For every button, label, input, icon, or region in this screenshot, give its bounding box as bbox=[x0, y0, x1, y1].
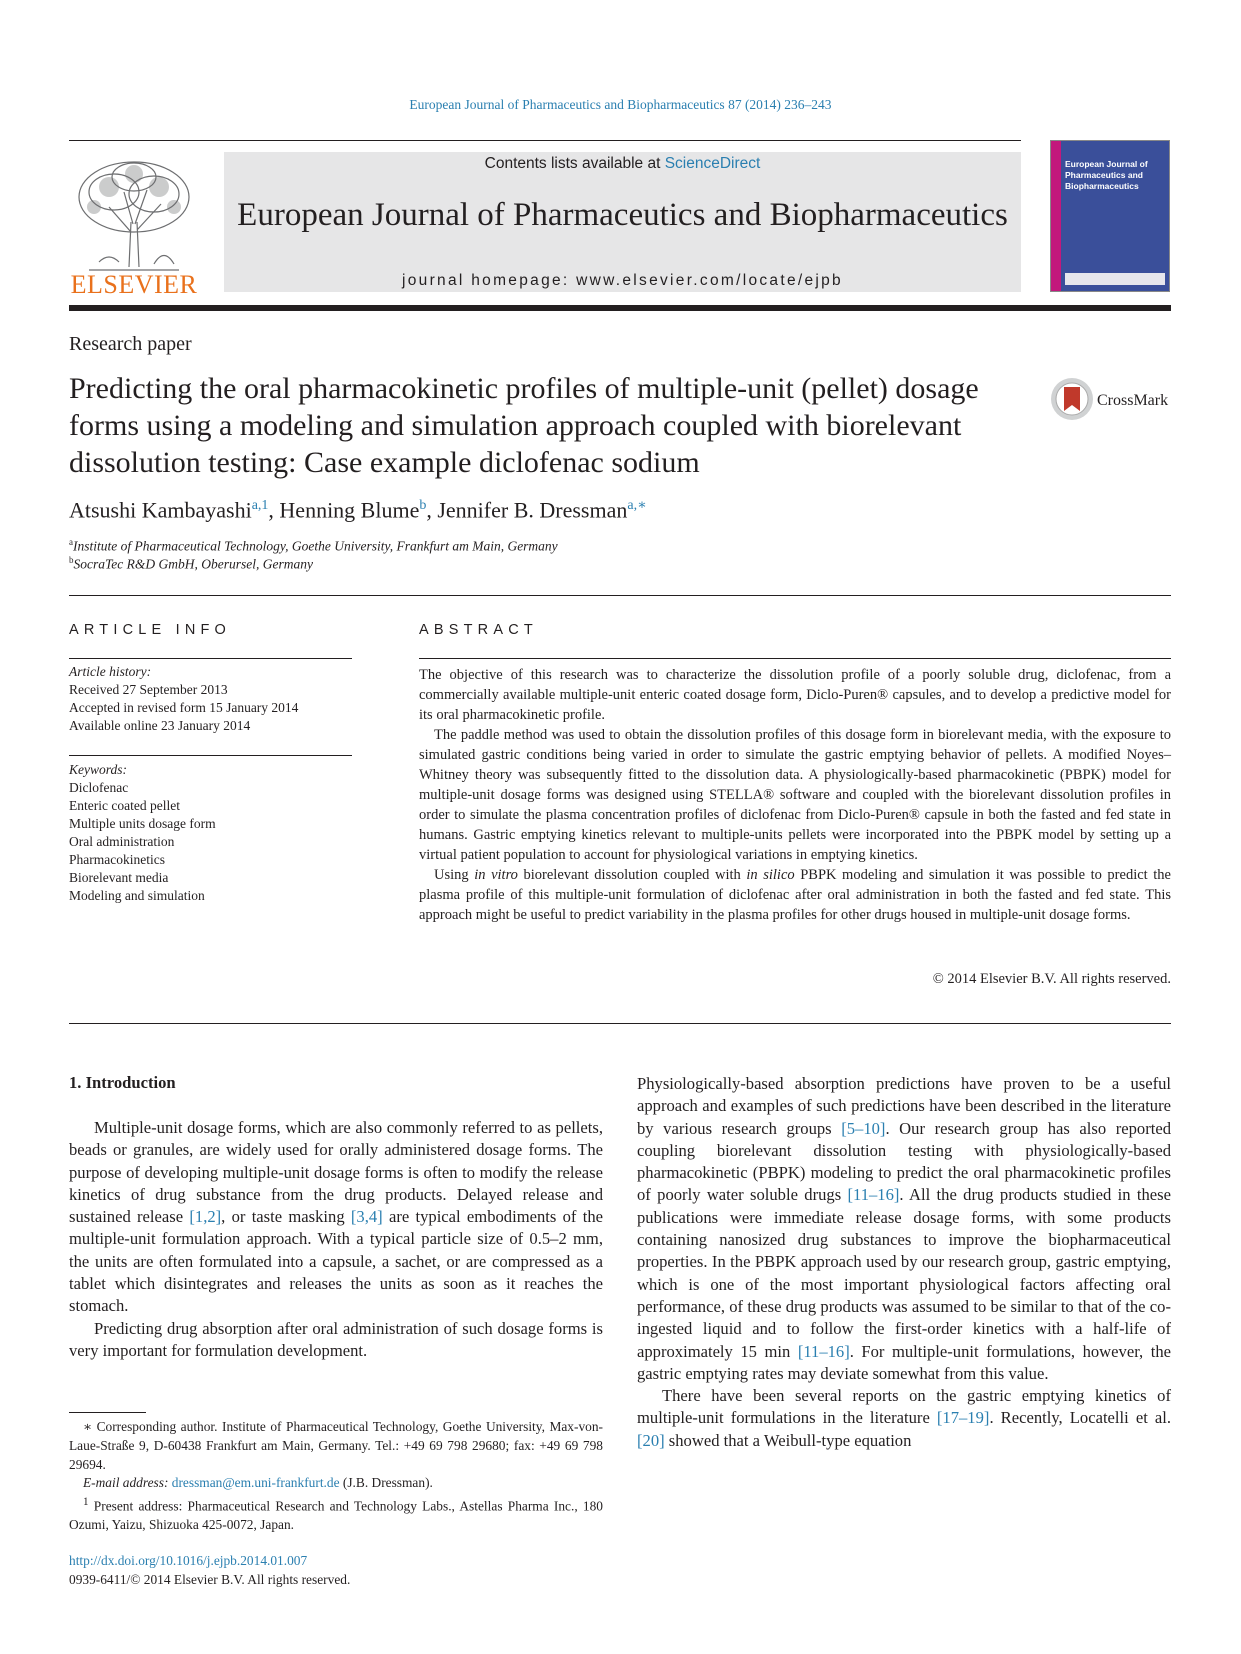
author-affiliation-mark[interactable]: a,1 bbox=[251, 498, 269, 513]
abstract-paragraph: The objective of this research was to characterize the dissolution profile of a poorly soluble drug, diclofenac, from a commercially available multiple-unit enteric coated dosage form, Diclo-Puren® capsules, and to develop a predictive model for its oral pharmacokinetic profile. bbox=[419, 667, 1171, 723]
reference-link[interactable]: [11–16] bbox=[847, 1185, 900, 1205]
text-run: Physiologically-based absorption predictions have proven to be a useful approach and examples of such predictions have been described in the literature by various research groups bbox=[637, 1074, 1171, 1138]
author-name[interactable]: Jennifer B. Dressman bbox=[437, 497, 628, 523]
keyword: Diclofenac bbox=[69, 780, 129, 795]
abstract-body bbox=[419, 665, 1171, 925]
history-item: Received 27 September 2013 bbox=[69, 682, 228, 697]
affiliation-text: SocraTec R&D GmbH, Oberursel, Germany bbox=[73, 556, 313, 572]
contents-line bbox=[224, 155, 1021, 173]
article-title: Predicting the oral pharmacokinetic profiles of multiple-unit (pellet) dosage forms using a modeling and simulation approach coupled with biorelevant dissolution testing: Case example diclofenac sodium bbox=[69, 372, 979, 479]
text-run: are typical embodiments of the multiple-unit formulation approach. With a typical particle size of 0.5–2 mm, the units are often formulated into a capsule, a sachet, or are compressed as a tablet which disintegrates and releases the units as soon as it reaches the stomach. bbox=[69, 1207, 603, 1316]
text-run: Using bbox=[434, 867, 475, 883]
footnote-mark: ∗ bbox=[83, 1419, 93, 1434]
body-column-left bbox=[69, 1117, 603, 1362]
keyword: Oral administration bbox=[69, 834, 175, 849]
cover-footer-band bbox=[1065, 273, 1165, 285]
footnote-present-address bbox=[69, 1493, 603, 1535]
journal-cover bbox=[1050, 140, 1170, 292]
keyword-list bbox=[69, 761, 352, 905]
text-run: . For multiple-unit formulations, however, the gastric emptying rates may deviate somewhat from this value. bbox=[637, 1341, 1171, 1383]
journal-name: European Journal of Pharmaceutics and Biopharmaceutics bbox=[237, 197, 1008, 233]
body-paragraph: Predicting drug absorption after oral administration of such dosage forms is very important for formulation development. bbox=[69, 1318, 603, 1360]
text-run: showed that a Weibull-type equation bbox=[664, 1430, 912, 1450]
article-history bbox=[69, 663, 352, 735]
keyword: Multiple units dosage form bbox=[69, 816, 216, 831]
body-column-right bbox=[637, 1073, 1171, 1452]
body-paragraph bbox=[637, 1073, 1171, 1385]
article-info-heading: ARTICLE INFO bbox=[69, 622, 232, 638]
header-rule bbox=[69, 140, 1021, 141]
abstract-paragraph: The paddle method was used to obtain the dissolution profiles of this dosage form in biorelevant media, with the exposure to simulated gastric conditions being varied in order to simulate the gastric emptying behavior of pellets. A modified Noyes–Whitney theory was subsequently fitted to the dissolution data. A physiologically-based pharmacokinetic (PBPK) model for multiple-unit dosage forms was designed using STELLA® software and coupled with the biorelevant dissolution profiles in order to simulate the plasma concentration profiles of diclofenac from Diclo-Puren® capsule in both the fasted and fed state in humans. Gastric emptying kinetics relevant to multiple-units pellets were incorporated into the PBPK model by setting up a virtual patient population to account for physiological variations in emptying kinetics. bbox=[419, 727, 1171, 863]
reference-link[interactable]: [11–16] bbox=[797, 1341, 850, 1361]
author-affiliation-mark[interactable]: b bbox=[419, 498, 427, 513]
footnote-rule bbox=[69, 1412, 146, 1413]
history-item: Available online 23 January 2014 bbox=[69, 718, 251, 733]
history-item: Accepted in revised form 15 January 2014 bbox=[69, 700, 299, 715]
footnotes bbox=[69, 1418, 603, 1535]
reference-link[interactable]: [1,2] bbox=[189, 1207, 222, 1227]
affiliation-mark: b bbox=[69, 555, 74, 565]
history-label: Article history: bbox=[69, 664, 152, 679]
keyword: Biorelevant media bbox=[69, 870, 169, 885]
text-run: PBPK modeling and simulation it was possible to predict the plasma profile of this multiple-unit formulation of diclofenac after oral administration in both the fasted and fed state. This approach might be useful to predict variability in the plasma profiles for other drugs housed in multiple-unit dosage forms. bbox=[419, 867, 1171, 923]
abstract-paragraph bbox=[419, 865, 1171, 925]
body-paragraph bbox=[69, 1117, 603, 1318]
crossmark-icon[interactable] bbox=[1050, 377, 1094, 421]
text-run: Multiple-unit dosage forms, which are also commonly referred to as pellets, beads or granules, are widely used for orally administered dosage forms. The purpose of developing multiple-unit dosage forms is often to modify the release kinetics of drug substance from the drug products. Delayed release and sustained release bbox=[69, 1118, 603, 1227]
keyword: Modeling and simulation bbox=[69, 888, 205, 903]
text-run-italic: in silico bbox=[746, 867, 795, 883]
author-affiliation-mark[interactable]: a,∗ bbox=[627, 498, 647, 513]
affiliation-mark: a bbox=[69, 537, 73, 547]
cover-title: European Journal of Pharmaceutics and Biopharmaceutics bbox=[1065, 159, 1148, 191]
article-type: Research paper bbox=[69, 333, 192, 355]
abstract-bottom-rule bbox=[69, 1023, 1171, 1024]
page-footer bbox=[69, 1551, 350, 1589]
crossmark-label[interactable]: CrossMark bbox=[1097, 392, 1169, 409]
reference-link[interactable]: [17–19] bbox=[936, 1408, 990, 1428]
text-run: biorelevant dissolution coupled with bbox=[517, 867, 747, 883]
email-link[interactable]: dressman@em.uni-frankfurt.de bbox=[171, 1475, 340, 1491]
author-list: Atsushi Kambayashi$^{a,1}$, Henning Blume$^b$, Jennifer B. Dressman$^{a,∗}$ bbox=[69, 497, 647, 523]
article-info-rule bbox=[69, 658, 352, 659]
author-name[interactable]: Henning Blume bbox=[279, 497, 420, 523]
reference-link[interactable]: [3,4] bbox=[350, 1207, 383, 1227]
affiliation-text: Institute of Pharmaceutical Technology, Goethe University, Frankfurt am Main, Germany bbox=[73, 538, 558, 554]
contents-prefix: Contents lists available at bbox=[484, 155, 665, 172]
footnote-text: Corresponding author. Institute of Pharmaceutical Technology, Goethe University, Max-von-Laue-Straße 9, D-60438 Frankfurt am Main, Germany. Tel.: +49 69 798 29680; fax: +49 69 798 29694. bbox=[69, 1419, 603, 1472]
footnote-email bbox=[69, 1474, 603, 1493]
body-paragraph bbox=[637, 1385, 1171, 1452]
abstract-heading: ABSTRACT bbox=[419, 622, 538, 638]
journal-homepage[interactable]: journal homepage: www.elsevier.com/locate/ejpb bbox=[402, 272, 843, 289]
header-thick-rule bbox=[69, 305, 1171, 311]
abstract-copyright: © 2014 Elsevier B.V. All rights reserved. bbox=[932, 971, 1171, 987]
text-run: There have been several reports on the gastric emptying kinetics of multiple-unit formulations in the literature bbox=[637, 1386, 1171, 1428]
publisher-wordmark: ELSEVIER bbox=[70, 270, 198, 299]
keyword: Pharmacokinetics bbox=[69, 852, 165, 867]
footnote-text: Present address: Pharmaceutical Research and Technology Labs., Astellas Pharma Inc., 180 Ozumi, Yaizu, Shizuoka 425-0072, Japan. bbox=[69, 1498, 603, 1533]
title-block-rule bbox=[69, 595, 1171, 596]
footnote-corresponding bbox=[69, 1418, 603, 1474]
keywords-rule bbox=[69, 755, 352, 756]
keyword: Enteric coated pellet bbox=[69, 798, 180, 813]
journal-citation-link[interactable]: European Journal of Pharmaceutics and Biopharmaceutics 87 (2014) 236–243 bbox=[409, 97, 832, 112]
text-run: . Our research group has also reported coupling biorelevant dissolution testing with physiologically-based pharmacokinetic (PBPK) modeling to predict the oral pharmacokinetic profiles of poorly water soluble drugs bbox=[637, 1118, 1171, 1205]
sciencedirect-link[interactable]: ScienceDirect bbox=[664, 155, 761, 172]
reference-link[interactable]: [5–10] bbox=[841, 1118, 886, 1138]
keywords-label: Keywords: bbox=[69, 762, 127, 777]
text-run: . All the drug products studied in these publications were immediate release dosage forms, with some products containing nanosized drug substances to improve the biopharmaceutical properties. In the PBPK approach used by our research group, gastric emptying, which is one of the most important physiological factors affecting oral performance, of these drug products was assumed to be similar to that of the co-ingested liquid and to follow the first-order kinetics with a half-life of approximately 15 min bbox=[637, 1185, 1171, 1361]
affiliation bbox=[69, 537, 558, 555]
affiliation bbox=[69, 555, 313, 573]
email-label: E-mail address: bbox=[83, 1475, 172, 1491]
text-run: . Recently, Locatelli et al. bbox=[989, 1408, 1171, 1428]
section-heading-introduction: 1. Introduction bbox=[69, 1073, 176, 1092]
cover-stripe bbox=[1051, 141, 1061, 291]
text-run: , or taste masking bbox=[221, 1207, 351, 1227]
author-name[interactable]: Atsushi Kambayashi bbox=[69, 497, 252, 523]
reference-link[interactable]: [20] bbox=[637, 1430, 665, 1450]
doi-link[interactable]: http://dx.doi.org/10.1016/j.ejpb.2014.01.007 bbox=[69, 1553, 308, 1568]
issn-copyright: 0939-6411/© 2014 Elsevier B.V. All rights reserved. bbox=[69, 1572, 351, 1587]
text-run-italic: in vitro bbox=[474, 867, 518, 883]
footnote-text: (J.B. Dressman). bbox=[339, 1475, 433, 1491]
abstract-rule bbox=[419, 658, 1171, 659]
footnote-mark: 1 bbox=[83, 1496, 89, 1509]
